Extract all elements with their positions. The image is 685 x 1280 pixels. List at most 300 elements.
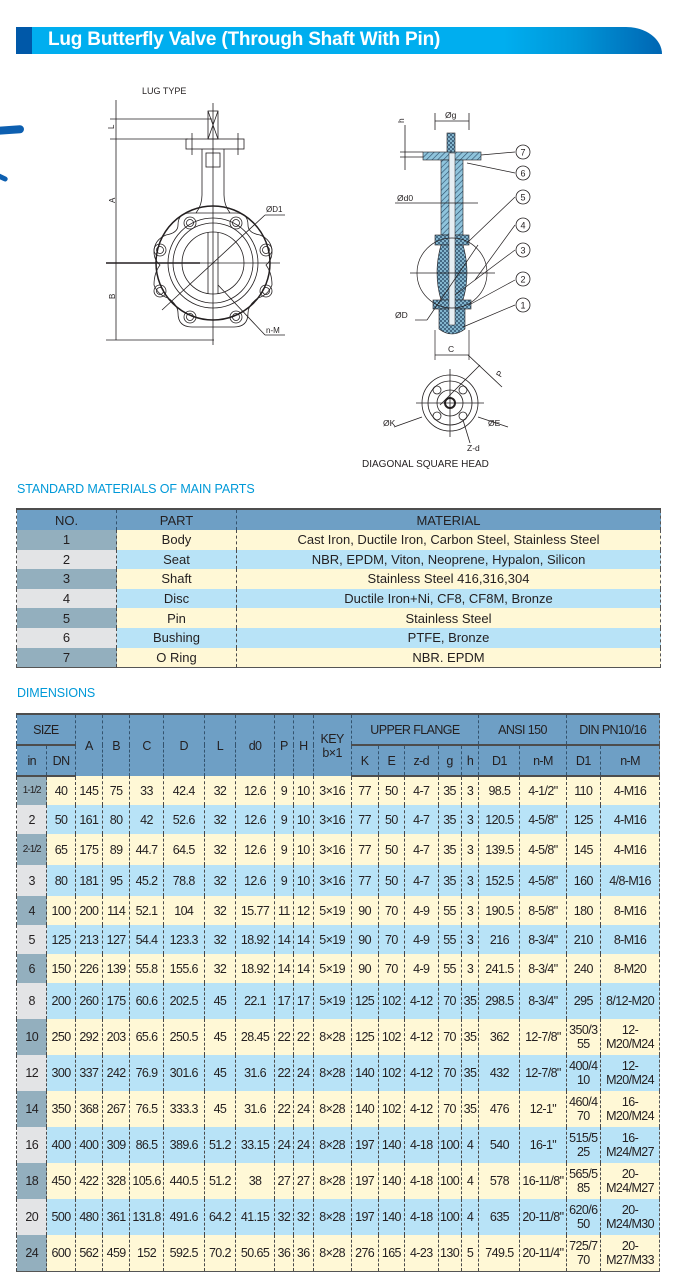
ansi-nm: 4-1/2" — [520, 776, 566, 805]
dim-P: 9 — [274, 865, 293, 896]
subheader-E: E — [378, 745, 404, 776]
flange-E: 50 — [378, 865, 404, 896]
dim-H: 12 — [293, 896, 313, 925]
key-bx1: 5×19 — [313, 896, 351, 925]
part-name: O Ring — [117, 648, 237, 668]
key-bx1: 3×16 — [313, 776, 351, 805]
flange-g: 35 — [438, 805, 461, 834]
ansi-d1: 578 — [479, 1163, 520, 1199]
ansi-nm: 16-11/8" — [520, 1163, 566, 1199]
flange-h: 35 — [461, 1019, 479, 1055]
part-material: Stainless Steel 416,316,304 — [237, 569, 661, 589]
dim-D: 250.5 — [163, 1019, 204, 1055]
dim-L: 32 — [204, 865, 235, 896]
key-bx1: 8×28 — [313, 1091, 351, 1127]
dim-A: 562 — [75, 1235, 102, 1271]
dim-H: 24 — [293, 1127, 313, 1163]
size-in: 3 — [17, 865, 47, 896]
dim-label-L: L — [107, 124, 116, 129]
dim-C: 60.6 — [130, 983, 164, 1019]
key-bx1: 3×16 — [313, 834, 351, 865]
dim-C: 76.9 — [130, 1055, 164, 1091]
dim-B: 80 — [103, 805, 130, 834]
flange-E: 50 — [378, 805, 404, 834]
flange-E: 102 — [378, 1091, 404, 1127]
materials-row — [17, 628, 661, 648]
ansi-d1: 635 — [479, 1199, 520, 1235]
dim-L: 70.2 — [204, 1235, 235, 1271]
din-d1: 620/650 — [566, 1199, 601, 1235]
subheader-dn: DN — [47, 745, 75, 776]
key-bx1: 3×16 — [313, 805, 351, 834]
dim-C: 76.5 — [130, 1091, 164, 1127]
dim-B: 75 — [103, 776, 130, 805]
flange-K: 125 — [351, 983, 378, 1019]
part-name: Disc — [117, 589, 237, 609]
title-banner-marker — [16, 27, 32, 54]
flange-K: 197 — [351, 1199, 378, 1235]
size-in: 24 — [17, 1235, 47, 1271]
part-material: Cast Iron, Ductile Iron, Carbon Steel, Stainless Steel — [237, 530, 661, 550]
dim-A: 213 — [75, 925, 102, 954]
dim-A: 226 — [75, 954, 102, 983]
ansi-d1: 432 — [479, 1055, 520, 1091]
subheader-in: in — [17, 745, 47, 776]
header-H: H — [293, 714, 313, 776]
dim-P: 22 — [274, 1055, 293, 1091]
dimensions-header-row-1 — [17, 714, 660, 745]
size-in: 12 — [17, 1055, 47, 1091]
key-bx1: 8×28 — [313, 1199, 351, 1235]
dim-label-D1: ØD1 — [266, 205, 283, 214]
dim-B: 361 — [103, 1199, 130, 1235]
dim-B: 459 — [103, 1235, 130, 1271]
ansi-d1: 120.5 — [479, 805, 520, 834]
dim-P: 27 — [274, 1163, 293, 1199]
part-name: Bushing — [117, 628, 237, 648]
din-d1: 240 — [566, 954, 601, 983]
page-title: Lug Butterfly Valve (Through Shaft With Pin) — [48, 29, 441, 50]
square-head-caption: DIAGONAL SQUARE HEAD — [362, 459, 489, 470]
ansi-nm: 8-5/8" — [520, 896, 566, 925]
key-bx1: 5×19 — [313, 954, 351, 983]
flange-K: 77 — [351, 865, 378, 896]
din-d1: 160 — [566, 865, 601, 896]
size-dn: 300 — [47, 1055, 75, 1091]
size-dn: 80 — [47, 865, 75, 896]
flange-g: 100 — [438, 1127, 461, 1163]
subheader-h: h — [461, 745, 479, 776]
subheader-ansi-d1: D1 — [479, 745, 520, 776]
size-dn: 200 — [47, 983, 75, 1019]
flange-h: 4 — [461, 1163, 479, 1199]
ansi-d1: 152.5 — [479, 865, 520, 896]
subheader-g: g — [438, 745, 461, 776]
din-d1: 565/585 — [566, 1163, 601, 1199]
materials-row — [17, 648, 661, 668]
din-nm: 4/8-M16 — [601, 865, 660, 896]
decorative-swoosh — [0, 173, 8, 183]
dim-B: 242 — [103, 1055, 130, 1091]
header-key-label: KEY — [320, 731, 344, 746]
key-bx1: 8×28 — [313, 1127, 351, 1163]
ansi-d1: 749.5 — [479, 1235, 520, 1271]
dim-A: 368 — [75, 1091, 102, 1127]
size-dn: 350 — [47, 1091, 75, 1127]
size-in: 8 — [17, 983, 47, 1019]
din-d1: 210 — [566, 925, 601, 954]
header-size: SIZE — [17, 714, 76, 745]
din-d1: 515/525 — [566, 1127, 601, 1163]
dim-A: 145 — [75, 776, 102, 805]
part-name: Seat — [117, 550, 237, 570]
din-d1: 125 — [566, 805, 601, 834]
flange-E: 140 — [378, 1199, 404, 1235]
din-nm: 8-M16 — [601, 925, 660, 954]
dimensions-row — [17, 1055, 660, 1091]
header-key-sub: b×1 — [322, 745, 342, 760]
flange-h: 5 — [461, 1235, 479, 1271]
din-d1: 460/470 — [566, 1091, 601, 1127]
din-d1: 295 — [566, 983, 601, 1019]
materials-heading: STANDARD MATERIALS OF MAIN PARTS — [17, 482, 255, 496]
ansi-d1: 540 — [479, 1127, 520, 1163]
dim-C: 42 — [130, 805, 164, 834]
dim-label-D: ØD — [395, 310, 408, 320]
dim-P: 9 — [274, 805, 293, 834]
dim-A: 200 — [75, 896, 102, 925]
header-material: MATERIAL — [237, 509, 661, 530]
dim-B: 127 — [103, 925, 130, 954]
flange-h: 3 — [461, 896, 479, 925]
ansi-nm: 8-3/4" — [520, 983, 566, 1019]
flange-K: 90 — [351, 925, 378, 954]
header-L: L — [204, 714, 235, 776]
size-in: 2 — [17, 805, 47, 834]
dim-A: 260 — [75, 983, 102, 1019]
flange-h: 3 — [461, 776, 479, 805]
header-C: C — [130, 714, 164, 776]
dim-label-E: ØE — [488, 418, 501, 428]
dimensions-row — [17, 1127, 660, 1163]
key-bx1: 8×28 — [313, 1235, 351, 1271]
flange-zd: 4-12 — [404, 1055, 438, 1091]
dim-P: 11 — [274, 896, 293, 925]
dimensions-row — [17, 865, 660, 896]
flange-g: 55 — [438, 896, 461, 925]
dim-B: 328 — [103, 1163, 130, 1199]
flange-zd: 4-9 — [404, 925, 438, 954]
dim-A: 422 — [75, 1163, 102, 1199]
din-nm: 12-M20/M24 — [601, 1055, 660, 1091]
dim-label-zd: Z-d — [467, 443, 480, 453]
dim-d0: 12.6 — [236, 834, 275, 865]
dim-d0: 41.15 — [236, 1199, 275, 1235]
dim-d0: 50.65 — [236, 1235, 275, 1271]
din-nm: 20-M24/M27 — [601, 1163, 660, 1199]
din-d1: 180 — [566, 896, 601, 925]
flange-E: 102 — [378, 1055, 404, 1091]
din-nm: 8/12-M20 — [601, 983, 660, 1019]
dim-H: 14 — [293, 954, 313, 983]
dim-D: 78.8 — [163, 865, 204, 896]
ansi-nm: 12-7/8" — [520, 1019, 566, 1055]
materials-header-row — [17, 509, 661, 530]
dim-L: 51.2 — [204, 1127, 235, 1163]
ansi-nm: 12-1" — [520, 1091, 566, 1127]
header-din-pn10-16: DIN PN10/16 — [566, 714, 660, 745]
dim-B: 175 — [103, 983, 130, 1019]
dim-label-h: h — [396, 118, 406, 123]
ansi-d1: 216 — [479, 925, 520, 954]
header-B: B — [103, 714, 130, 776]
dim-A: 337 — [75, 1055, 102, 1091]
flange-E: 70 — [378, 954, 404, 983]
flange-h: 35 — [461, 1091, 479, 1127]
dimensions-row — [17, 776, 660, 805]
dimensions-row — [17, 925, 660, 954]
key-bx1: 3×16 — [313, 865, 351, 896]
dim-B: 267 — [103, 1091, 130, 1127]
flange-K: 197 — [351, 1163, 378, 1199]
flange-K: 140 — [351, 1055, 378, 1091]
subheader-K: K — [351, 745, 378, 776]
dimensions-row — [17, 1163, 660, 1199]
part-material: Stainless Steel — [237, 608, 661, 628]
flange-zd: 4-7 — [404, 865, 438, 896]
header-part: PART — [117, 509, 237, 530]
dim-B: 139 — [103, 954, 130, 983]
flange-K: 125 — [351, 1019, 378, 1055]
part-material: NBR. EPDM — [237, 648, 661, 668]
part-number: 6 — [17, 628, 117, 648]
dim-label-P: P — [493, 368, 506, 379]
flange-g: 70 — [438, 983, 461, 1019]
flange-g: 100 — [438, 1163, 461, 1199]
dim-d0: 12.6 — [236, 805, 275, 834]
decorative-swoosh — [0, 125, 24, 135]
dim-d0: 38 — [236, 1163, 275, 1199]
header-no: NO. — [17, 509, 117, 530]
subheader-ansi-nm: n-M — [520, 745, 566, 776]
din-nm: 4-M16 — [601, 776, 660, 805]
dimensions-table — [16, 713, 660, 1272]
dim-A: 400 — [75, 1127, 102, 1163]
dim-H: 14 — [293, 925, 313, 954]
dim-H: 10 — [293, 865, 313, 896]
size-dn: 100 — [47, 896, 75, 925]
materials-row — [17, 550, 661, 570]
dim-P: 17 — [274, 983, 293, 1019]
flange-g: 35 — [438, 834, 461, 865]
size-dn: 600 — [47, 1235, 75, 1271]
part-number: 3 — [17, 569, 117, 589]
header-d0: d0 — [236, 714, 275, 776]
part-name: Shaft — [117, 569, 237, 589]
dimensions-row — [17, 834, 660, 865]
din-d1: 350/355 — [566, 1019, 601, 1055]
subheader-din-d1: D1 — [566, 745, 601, 776]
header-ansi-150: ANSI 150 — [479, 714, 566, 745]
key-bx1: 8×28 — [313, 1055, 351, 1091]
dim-H: 17 — [293, 983, 313, 1019]
flange-h: 3 — [461, 805, 479, 834]
dim-B: 114 — [103, 896, 130, 925]
key-bx1: 8×28 — [313, 1019, 351, 1055]
dim-C: 45.2 — [130, 865, 164, 896]
key-bx1: 5×19 — [313, 983, 351, 1019]
din-nm: 16-M24/M27 — [601, 1127, 660, 1163]
din-d1: 400/410 — [566, 1055, 601, 1091]
dim-label-nM: n-M — [266, 326, 280, 335]
flange-E: 50 — [378, 776, 404, 805]
dim-label-g: Øg — [445, 110, 457, 120]
dim-D: 333.3 — [163, 1091, 204, 1127]
size-dn: 250 — [47, 1019, 75, 1055]
dim-H: 36 — [293, 1235, 313, 1271]
callout-label-1: 1 — [520, 300, 526, 311]
dim-C: 131.8 — [130, 1199, 164, 1235]
part-number: 1 — [17, 530, 117, 550]
callout-label-7: 7 — [520, 147, 526, 158]
size-in: 10 — [17, 1019, 47, 1055]
header-upper-flange: UPPER FLANGE — [351, 714, 479, 745]
materials-row — [17, 530, 661, 550]
dimensions-row — [17, 805, 660, 834]
dim-H: 24 — [293, 1055, 313, 1091]
ansi-d1: 476 — [479, 1091, 520, 1127]
header-A: A — [75, 714, 102, 776]
dim-D: 202.5 — [163, 983, 204, 1019]
size-dn: 400 — [47, 1127, 75, 1163]
materials-row — [17, 589, 661, 609]
size-in: 14 — [17, 1091, 47, 1127]
size-in: 1-1/2 — [17, 776, 47, 805]
flange-zd: 4-9 — [404, 896, 438, 925]
dim-d0: 31.6 — [236, 1091, 275, 1127]
dim-label-C: C — [448, 344, 455, 354]
ansi-d1: 362 — [479, 1019, 520, 1055]
size-dn: 125 — [47, 925, 75, 954]
din-d1: 110 — [566, 776, 601, 805]
flange-K: 197 — [351, 1127, 378, 1163]
dim-L: 32 — [204, 925, 235, 954]
dimensions-row — [17, 954, 660, 983]
key-bx1: 5×19 — [313, 925, 351, 954]
dim-P: 36 — [274, 1235, 293, 1271]
dimensions-row — [17, 983, 660, 1019]
size-dn: 500 — [47, 1199, 75, 1235]
dim-label-B: B — [108, 293, 117, 299]
dim-C: 52.1 — [130, 896, 164, 925]
title-banner-end — [504, 27, 662, 54]
din-nm: 12-M20/M24 — [601, 1019, 660, 1055]
flange-g: 70 — [438, 1019, 461, 1055]
dim-L: 32 — [204, 776, 235, 805]
part-name: Pin — [117, 608, 237, 628]
dim-C: 152 — [130, 1235, 164, 1271]
ansi-nm: 8-3/4" — [520, 954, 566, 983]
dim-D: 123.3 — [163, 925, 204, 954]
flange-g: 35 — [438, 865, 461, 896]
dim-C: 33 — [130, 776, 164, 805]
dim-A: 480 — [75, 1199, 102, 1235]
dim-d0: 18.92 — [236, 954, 275, 983]
din-d1: 145 — [566, 834, 601, 865]
ansi-nm: 20-11/4" — [520, 1235, 566, 1271]
dim-d0: 12.6 — [236, 865, 275, 896]
flange-K: 77 — [351, 834, 378, 865]
dim-B: 309 — [103, 1127, 130, 1163]
callout-label-3: 3 — [520, 245, 526, 256]
flange-zd: 4-7 — [404, 805, 438, 834]
dim-D: 42.4 — [163, 776, 204, 805]
size-dn: 40 — [47, 776, 75, 805]
dim-A: 292 — [75, 1019, 102, 1055]
dim-C: 86.5 — [130, 1127, 164, 1163]
flange-zd: 4-7 — [404, 776, 438, 805]
square-head-drawing — [380, 355, 530, 455]
key-bx1: 8×28 — [313, 1163, 351, 1199]
din-nm: 4-M16 — [601, 834, 660, 865]
dim-d0: 18.92 — [236, 925, 275, 954]
header-P: P — [274, 714, 293, 776]
ansi-nm: 8-3/4" — [520, 925, 566, 954]
dimensions-row — [17, 1019, 660, 1055]
section-view-drawing — [355, 95, 545, 365]
din-nm: 16-M20/M24 — [601, 1091, 660, 1127]
dim-H: 22 — [293, 1019, 313, 1055]
dim-L: 45 — [204, 983, 235, 1019]
ansi-nm: 4-5/8" — [520, 865, 566, 896]
flange-h: 35 — [461, 1055, 479, 1091]
flange-K: 140 — [351, 1091, 378, 1127]
flange-zd: 4-18 — [404, 1163, 438, 1199]
dim-L: 32 — [204, 805, 235, 834]
flange-g: 55 — [438, 954, 461, 983]
dim-C: 44.7 — [130, 834, 164, 865]
dim-P: 14 — [274, 954, 293, 983]
dim-d0: 31.6 — [236, 1055, 275, 1091]
part-material: NBR, EPDM, Viton, Neoprene, Hypalon, Silicon — [237, 550, 661, 570]
dim-D: 104 — [163, 896, 204, 925]
ansi-nm: 12-7/8" — [520, 1055, 566, 1091]
dim-P: 22 — [274, 1091, 293, 1127]
flange-E: 70 — [378, 925, 404, 954]
flange-zd: 4-18 — [404, 1199, 438, 1235]
dim-label-d0: Ød0 — [397, 193, 414, 203]
flange-E: 102 — [378, 983, 404, 1019]
part-name: Body — [117, 530, 237, 550]
dim-D: 52.6 — [163, 805, 204, 834]
dim-L: 45 — [204, 1091, 235, 1127]
header-D: D — [163, 714, 204, 776]
dimensions-row — [17, 1235, 660, 1271]
dim-H: 10 — [293, 834, 313, 865]
ansi-nm: 4-5/8" — [520, 834, 566, 865]
size-in: 6 — [17, 954, 47, 983]
flange-E: 140 — [378, 1163, 404, 1199]
flange-E: 102 — [378, 1019, 404, 1055]
ansi-nm: 16-1" — [520, 1127, 566, 1163]
size-in: 16 — [17, 1127, 47, 1163]
din-nm: 8-M20 — [601, 954, 660, 983]
dim-d0: 22.1 — [236, 983, 275, 1019]
dim-A: 161 — [75, 805, 102, 834]
dim-L: 32 — [204, 896, 235, 925]
din-nm: 4-M16 — [601, 805, 660, 834]
flange-g: 130 — [438, 1235, 461, 1271]
